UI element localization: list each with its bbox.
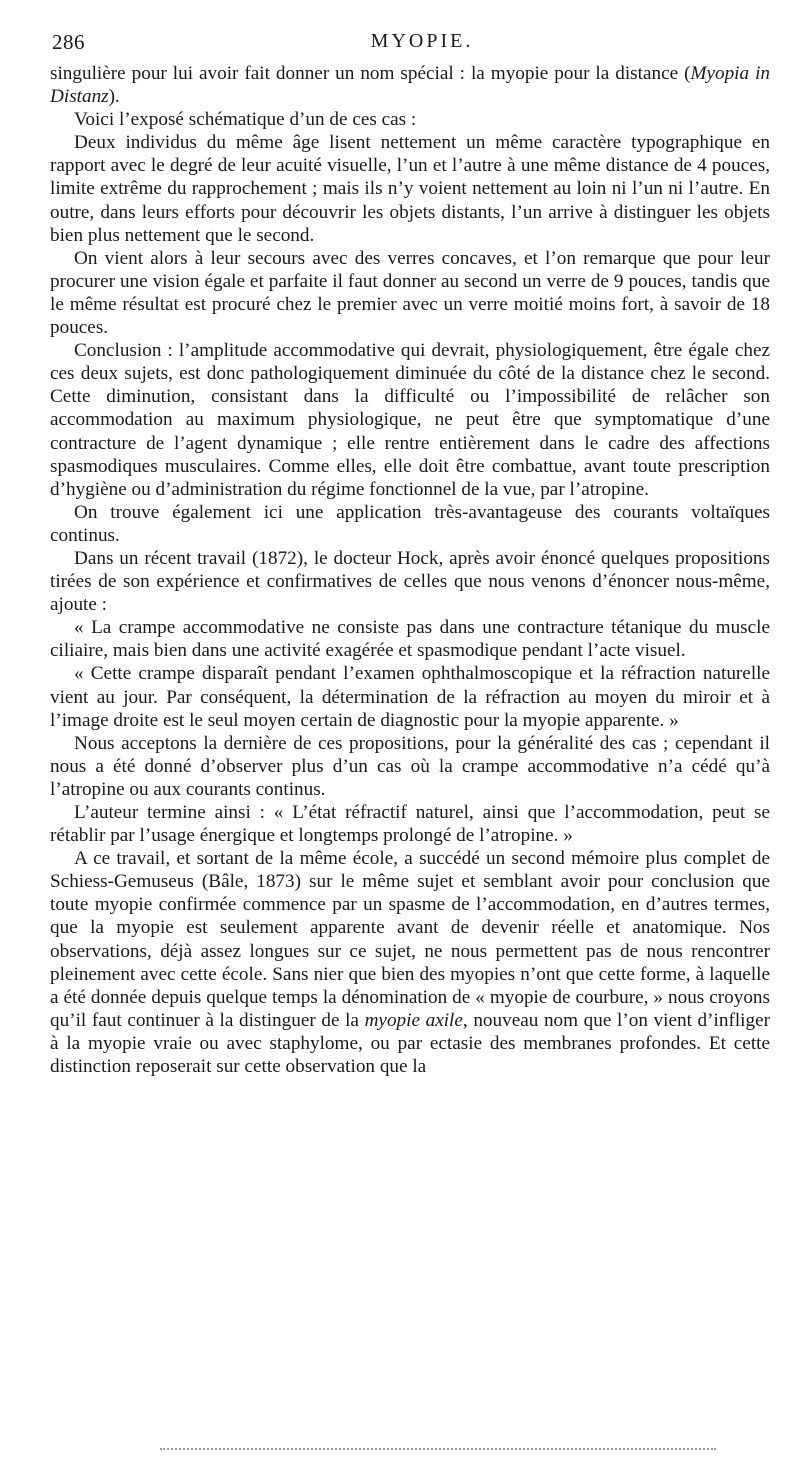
book-page <box>50 22 770 1078</box>
quote-paragraph: « Cette crampe disparaît pendant l’examen ophthalmoscopique et la réfraction naturelle vient au jour. Par conséquent, la détermination de la réfraction au moyen du miroir et à l’image droite est le seul moyen certain de diagnostic pour la myopie apparente. » <box>50 663 770 731</box>
paragraph-text: A ce travail, et sortant de la même école, a succédé un second mémoire plus complet de Schiess-Gemuseus (Bâle, 1873) sur le même sujet et semblant avoir pour conclusion que toute myopie confirmée commence par un spasme de l’accommodation, en d’autres termes, que la myopie est seulement apparente avant de devenir réelle et anatomique. Nos observations, déjà assez longues sur ce sujet, ne nous permettent pas de nous rencontrer pleinement avec cette école. Sans nier que bien des myopies n’ont que cette forme, à laquelle a été donnée depuis quelque temps la dénomination de « myopie de courbure, » nous croyons qu’il faut continuer à la distinguer de la <box>50 848 770 1031</box>
paragraph: Voici l’exposé schématique d’un de ces cas : <box>74 109 417 131</box>
paragraph: Deux individus du même âge lisent nettement un même caractère typographique en rapport avec le degré de leur acuité visuelle, l’un et l’autre à une même distance de 4 pouces, limite extrême du rapprochement ; mais ils n’y voient nettement au loin ni l’un ni l’autre. En outre, dans leurs efforts pour découvrir les objets distants, l’un arrive à distinguer les objets bien plus nettement que le second. <box>50 132 770 246</box>
paragraph-text: , nouveau nom que l’on vient d’infliger à la myopie vraie ou avec staphylome, ou par ectasie des membranes profondes. Et cette distinction reposerait sur cette observation que la <box>50 1009 770 1078</box>
paragraph: Conclusion : l’amplitude accommodative qui devrait, physiologiquement, être égale chez ces deux sujets, est donc pathologiquement diminuée du côté de la distance chez le second. Cette diminution, consistant dans la difficulté ou l’impossibilité de relâcher son accommodation au maximum physiologique, ne peut être que symptomatique d’une contracture de l’agent dynamique ; elle rentre entièrement dans le cadre des affections spasmodiques musculaires. Comme elles, elle doit être combattue, avant toute prescription d’hygiène ou d’administration du régime fonctionnel de la vue, par l’atropine. <box>50 340 770 500</box>
page-header <box>50 22 770 62</box>
paragraph: L’auteur termine ainsi : « L’état réfractif naturel, ainsi que l’accommodation, peut se rétablir par l’usage énergique et longtemps prolongé de l’atropine. » <box>50 802 770 847</box>
paragraph: Dans un récent travail (1872), le docteur Hock, après avoir énoncé quelques propositions tirées de son expérience et confirmatives de celles que nous venons d’énoncer nous-même, ajoute : <box>50 547 770 616</box>
paragraph-continued <box>50 62 770 108</box>
paragraph-text: singulière pour lui avoir fait donner un nom spécial : la myopie pour la distance ( <box>50 63 691 84</box>
paragraph <box>50 847 770 1078</box>
running-title: MYOPIE. <box>370 30 474 52</box>
paragraph-text: ). <box>108 86 120 108</box>
page-body <box>50 62 770 1078</box>
paragraph: On vient alors à leur secours avec des verres concaves, et l’on remarque que pour leur procurer une vision égale et parfaite il faut donner au second un verre de 9 pouces, tandis que le même résultat est procuré chez le premier avec un verre moitié moins fort, à savoir de 18 pouces. <box>50 247 770 339</box>
page-number: 286 <box>52 30 85 54</box>
quote-paragraph: « La crampe accommodative ne consiste pas dans une contracture tétanique du muscle ciliaire, mais bien dans une activité exagérée et spasmodique pendant l’acte visuel. <box>50 617 770 662</box>
italic-term: myopie axile <box>364 1009 463 1031</box>
footer-divider <box>160 1448 716 1450</box>
paragraph: On trouve également ici une application très-avantageuse des courants voltaïques continus. <box>50 501 770 546</box>
paragraph: Nous acceptons la dernière de ces propositions, pour la généralité des cas ; cependant il nous a été donné d’observer plus d’un cas où la crampe accommodative n’a cédé qu’à l’atropine ou aux courants continus. <box>50 732 770 800</box>
italic-term: Myopia in Distanz <box>50 63 770 108</box>
